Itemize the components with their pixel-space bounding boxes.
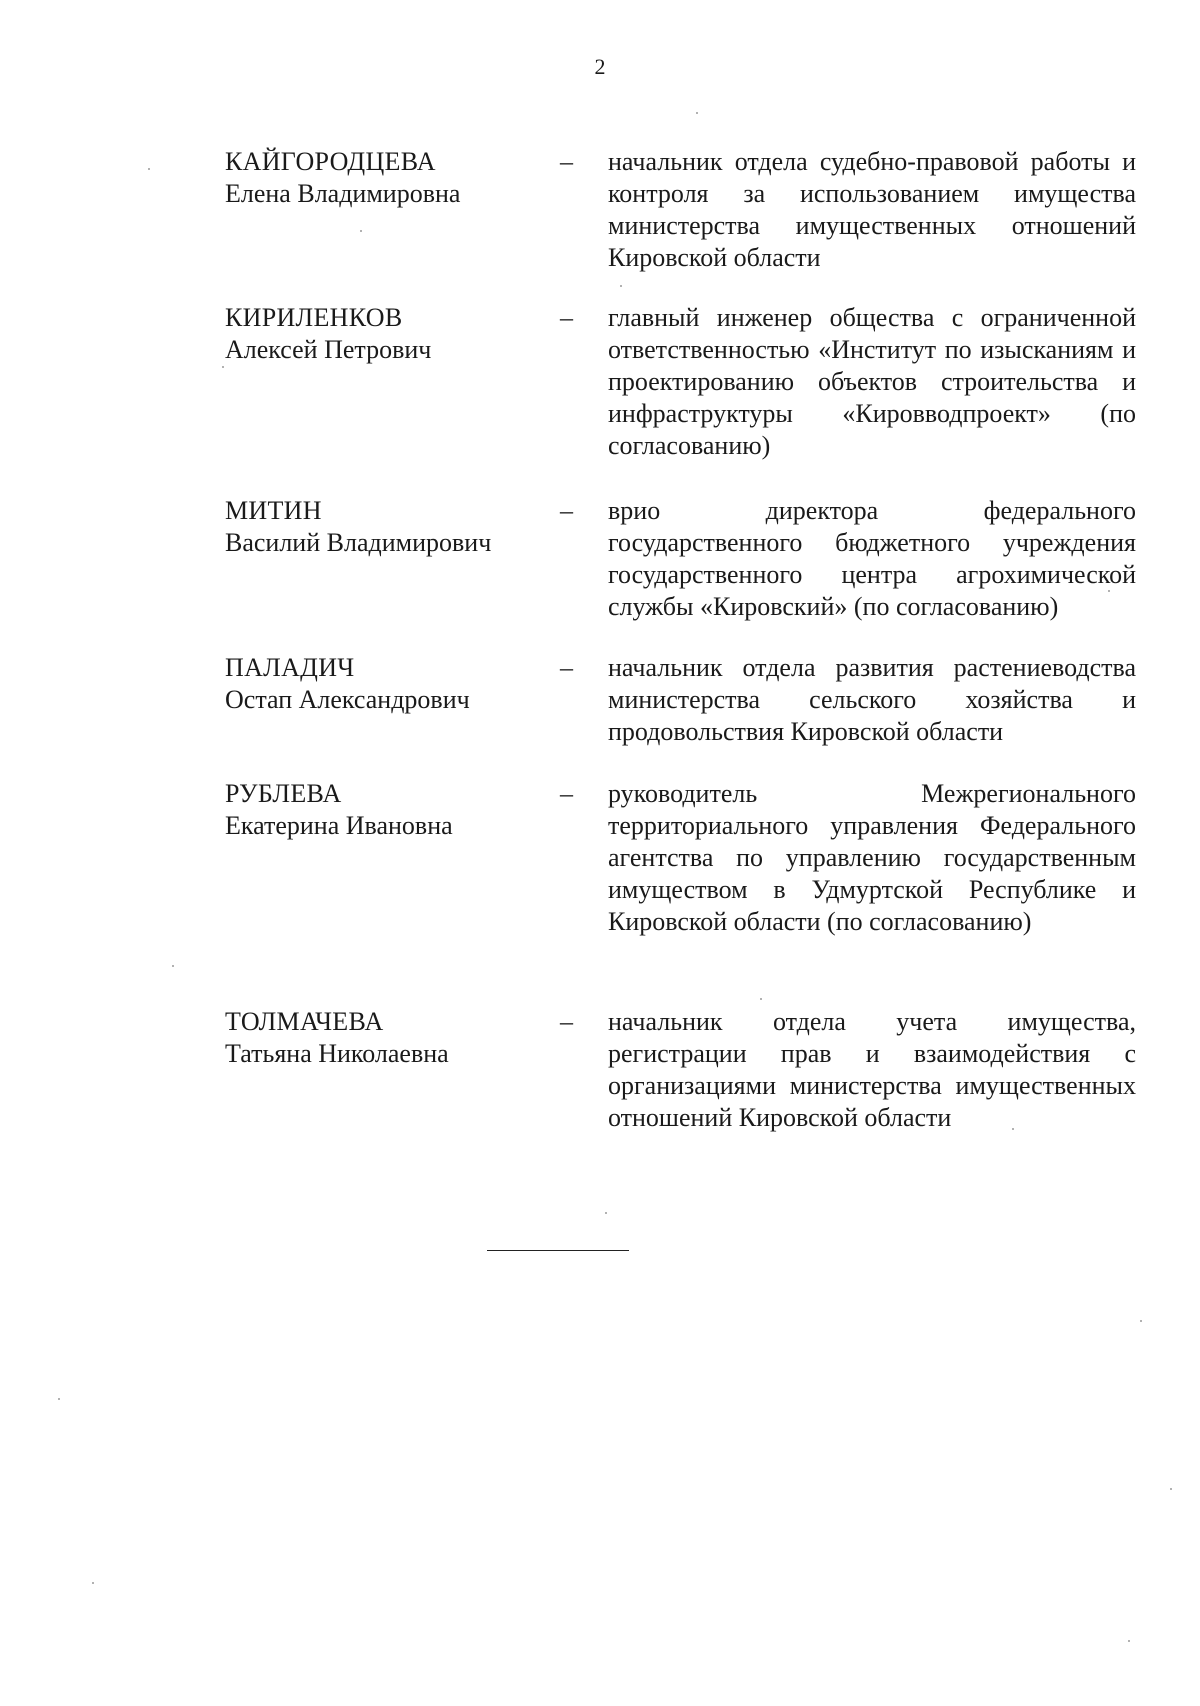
page-number: 2 [594,54,606,79]
entry-dash: – [560,1007,573,1036]
member-surname: РУБЛЕВА [225,779,342,808]
member-surname: ПАЛАДИЧ [225,653,355,682]
scan-speck [58,1398,60,1400]
member-name [225,778,545,842]
member-given-names: Екатерина Ивановна [225,811,453,840]
member-position: начальник отдела учета имущества, регистрации прав и взаимодействия с организациями министерства имущественных отношений Кировской области [608,1007,1136,1132]
member-name [225,495,545,559]
scan-speck [620,285,622,287]
entry-dash: – [560,653,573,682]
member-name [225,652,545,716]
member-position: руководитель Межрегионального территориального управления Федерального агентства по управлению государственным имуществом в Удмуртской Республике и Кировской области (по согласованию) [608,779,1136,936]
member-surname: КИРИЛЕНКОВ [225,303,403,332]
member-given-names: Алексей Петрович [225,335,432,364]
scan-speck [148,168,150,170]
scan-speck [605,1212,607,1214]
entry-dash: – [560,303,573,332]
scan-speck [1128,1640,1130,1642]
entry-dash: – [560,496,573,525]
member-name [225,302,545,366]
member-name [225,146,545,210]
member-surname: ТОЛМАЧЕВА [225,1007,384,1036]
scan-speck [222,366,224,368]
scan-speck [1108,590,1110,592]
scan-speck [92,1582,94,1584]
member-name [225,1006,545,1070]
member-surname: МИТИН [225,496,322,525]
member-given-names: Елена Владимировна [225,179,461,208]
scan-speck [1170,1488,1172,1490]
scan-speck [1012,1128,1014,1130]
member-position: врио директора федерального государственного бюджетного учреждения государственного центра агрохимической службы «Кировский» (по согласованию) [608,496,1136,621]
member-given-names: Татьяна Николаевна [225,1039,449,1068]
member-given-names: Остап Александрович [225,685,470,714]
entry-dash: – [560,779,573,808]
member-position: начальник отдела развития растениеводства министерства сельского хозяйства и продовольствия Кировской области [608,653,1136,746]
scan-speck [172,965,174,967]
member-surname: КАЙГОРОДЦЕВА [225,147,436,176]
scan-speck [696,112,698,114]
scan-speck [1140,1320,1142,1322]
scan-speck [760,998,762,1000]
member-position: начальник отдела судебно-правовой работы и контроля за использованием имущества министерства имущественных отношений Кировской области [608,147,1136,272]
member-position: главный инженер общества с ограниченной ответственностью «Институт по изысканиям и проектированию объектов строительства и инфраструктуры «Кировводпроект» (по согласованию) [608,303,1136,460]
scan-speck [360,230,362,232]
end-of-list-rule [487,1250,629,1251]
entry-dash: – [560,147,573,176]
member-given-names: Василий Владимирович [225,528,492,557]
